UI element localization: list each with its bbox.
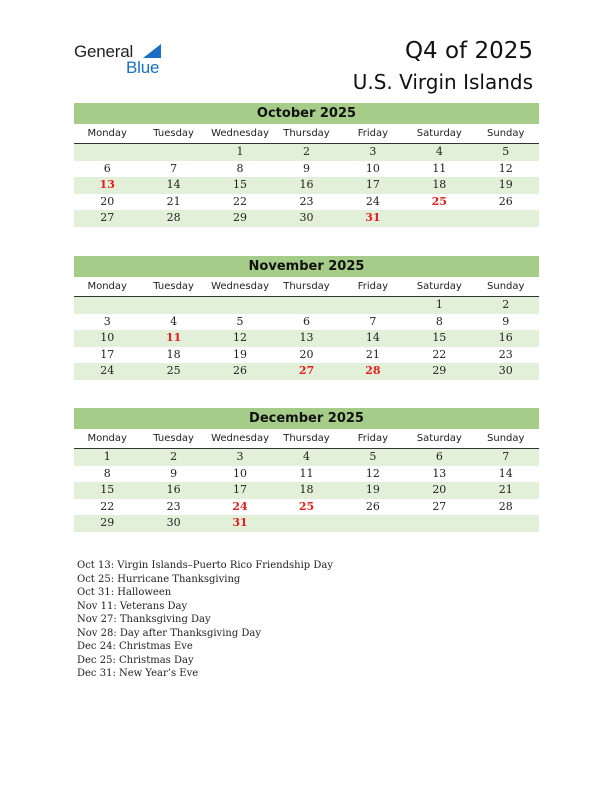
day-cell	[340, 297, 406, 314]
day-cell: 22	[233, 194, 248, 208]
day-cell: 16	[299, 178, 314, 191]
day-cell: 5	[236, 314, 244, 328]
day-cell: 28	[166, 211, 181, 224]
day-cell: 3	[236, 450, 244, 463]
week-row	[74, 330, 539, 347]
holiday-day-cell: 27	[298, 364, 315, 377]
day-cell: 17	[365, 178, 380, 191]
day-cell	[273, 297, 339, 314]
week-row	[74, 363, 539, 380]
holiday-day-cell: 31	[365, 211, 381, 224]
day-cell: 6	[103, 161, 111, 175]
week-row	[74, 482, 539, 499]
week-row	[74, 161, 539, 178]
day-cell: 23	[498, 347, 513, 361]
day-cell: 18	[166, 347, 181, 361]
day-cell: 4	[435, 145, 443, 158]
day-cell: 18	[432, 178, 447, 191]
day-cell	[74, 144, 140, 161]
month-calendar	[74, 408, 539, 532]
brand-logo	[74, 42, 184, 82]
day-cell: 2	[170, 450, 178, 463]
week-row	[74, 466, 539, 483]
week-row	[74, 499, 539, 516]
week-row	[74, 297, 539, 314]
day-cell: 21	[365, 347, 380, 361]
day-cell: 22	[432, 347, 447, 361]
day-cell: 7	[170, 161, 178, 175]
day-cell: 24	[365, 194, 380, 208]
day-cell: 4	[302, 450, 310, 463]
day-cell: 14	[365, 331, 380, 344]
logo-triangle-icon	[143, 44, 161, 58]
weekday-label: Monday	[87, 433, 127, 444]
day-cell: 14	[498, 466, 513, 480]
weekday-label: Thursday	[283, 281, 330, 292]
day-cell: 12	[498, 161, 513, 175]
day-cell: 24	[100, 364, 115, 377]
weekday-label: Monday	[87, 281, 127, 292]
week-row	[74, 144, 539, 161]
month-header: October 2025	[74, 103, 539, 124]
day-cell: 29	[432, 364, 447, 377]
day-cell: 16	[498, 331, 513, 344]
logo-blue-text: Blue	[126, 58, 160, 77]
day-cell	[74, 297, 140, 314]
week-row	[74, 515, 539, 532]
day-cell: 27	[100, 211, 115, 224]
holiday-day-cell: 25	[298, 499, 315, 513]
day-cell: 28	[498, 499, 513, 513]
day-cell: 29	[100, 516, 115, 529]
day-cell: 13	[299, 331, 314, 344]
weekday-header-row	[74, 277, 539, 297]
day-cell: 20	[299, 347, 314, 361]
week-row	[74, 347, 539, 364]
day-cell: 15	[233, 178, 248, 191]
holiday-entry: Dec 31: New Year’s Eve	[77, 668, 199, 679]
day-cell: 1	[435, 298, 443, 311]
day-cell	[406, 210, 472, 227]
weekday-label: Tuesday	[153, 281, 194, 292]
day-cell: 22	[100, 499, 115, 513]
day-cell: 11	[432, 161, 447, 175]
holiday-day-cell: 28	[365, 364, 381, 377]
day-cell: 10	[233, 466, 248, 480]
day-cell: 10	[365, 161, 380, 175]
day-cell: 27	[432, 499, 447, 513]
week-row	[74, 210, 539, 227]
day-cell: 20	[100, 194, 115, 208]
holiday-entry: Nov 27: Thanksgiving Day	[77, 614, 211, 625]
day-cell: 29	[233, 211, 248, 224]
day-cell: 9	[302, 161, 310, 175]
month-calendar	[74, 103, 539, 227]
day-cell: 5	[502, 145, 510, 158]
month-header: December 2025	[74, 408, 539, 429]
day-cell: 10	[100, 331, 115, 344]
day-cell: 2	[502, 298, 510, 311]
weekday-label: Friday	[357, 433, 389, 444]
day-cell	[140, 297, 206, 314]
day-cell: 8	[103, 466, 111, 480]
day-cell: 19	[365, 483, 380, 496]
day-cell: 14	[166, 178, 181, 191]
weekday-label: Monday	[87, 128, 127, 139]
day-cell: 1	[236, 145, 244, 158]
weekday-label: Friday	[357, 128, 389, 139]
day-cell: 30	[166, 516, 181, 529]
day-cell: 8	[236, 161, 244, 175]
day-cell	[473, 515, 539, 532]
day-cell: 16	[166, 483, 181, 496]
holiday-list	[77, 559, 333, 681]
holiday-entry: Dec 25: Christmas Day	[77, 654, 194, 666]
week-row	[74, 314, 539, 331]
day-cell: 23	[166, 499, 181, 513]
holiday-entry: Oct 25: Hurricane Thanksgiving	[77, 573, 241, 585]
day-cell: 6	[302, 314, 310, 328]
day-cell	[140, 144, 206, 161]
holiday-day-cell: 13	[99, 178, 115, 191]
weekday-label: Sunday	[487, 433, 525, 444]
weekday-label: Thursday	[283, 433, 330, 444]
weekday-label: Wednesday	[211, 128, 269, 139]
day-cell: 12	[365, 466, 380, 480]
holiday-day-cell: 25	[431, 194, 447, 208]
weekday-label: Saturday	[416, 281, 462, 292]
day-cell: 4	[170, 314, 178, 328]
month-calendar	[74, 256, 539, 380]
day-cell: 23	[299, 194, 314, 208]
weekday-label: Saturday	[416, 433, 462, 444]
day-cell: 18	[299, 483, 314, 496]
day-cell: 19	[498, 178, 513, 191]
day-cell: 5	[369, 450, 377, 463]
day-cell: 3	[369, 145, 377, 158]
weekday-label: Tuesday	[153, 433, 194, 444]
day-cell: 9	[170, 466, 178, 480]
day-cell: 7	[502, 450, 510, 463]
month-header: November 2025	[74, 256, 539, 277]
day-cell: 13	[432, 466, 447, 480]
day-cell: 30	[299, 211, 314, 224]
day-cell: 26	[365, 499, 380, 513]
page-title: Q4 of 2025	[404, 38, 533, 64]
day-cell: 7	[369, 314, 377, 328]
weekday-label: Wednesday	[211, 433, 269, 444]
week-row	[74, 449, 539, 466]
day-cell: 9	[502, 314, 510, 328]
day-cell: 26	[498, 194, 513, 208]
day-cell: 15	[432, 331, 447, 344]
logo-general-text: General	[74, 42, 134, 61]
page-subtitle: U.S. Virgin Islands	[352, 70, 533, 94]
holiday-entry: Nov 28: Day after Thanksgiving Day	[77, 627, 262, 639]
day-cell: 2	[302, 145, 310, 158]
day-cell	[340, 515, 406, 532]
weekday-label: Sunday	[487, 128, 525, 139]
day-cell	[406, 515, 472, 532]
day-cell: 17	[100, 347, 115, 361]
holiday-entry: Nov 11: Veterans Day	[77, 600, 188, 612]
weekday-label: Sunday	[487, 281, 525, 292]
day-cell: 1	[103, 450, 111, 463]
weekday-header-row	[74, 124, 539, 144]
day-cell: 21	[166, 194, 181, 208]
weekday-header-row	[74, 429, 539, 449]
holiday-day-cell: 31	[232, 516, 248, 529]
day-cell: 3	[103, 314, 111, 328]
holiday-entry: Dec 24: Christmas Eve	[77, 641, 193, 652]
day-cell: 6	[435, 450, 443, 463]
day-cell	[273, 515, 339, 532]
weekday-label: Wednesday	[211, 281, 269, 292]
holiday-day-cell: 11	[165, 331, 182, 344]
day-cell: 20	[432, 483, 447, 496]
day-cell: 15	[100, 483, 115, 496]
week-row	[74, 194, 539, 211]
day-cell: 30	[498, 364, 513, 377]
day-cell	[473, 210, 539, 227]
day-cell: 21	[498, 483, 513, 496]
holiday-day-cell: 24	[232, 499, 248, 513]
weekday-label: Thursday	[283, 128, 330, 139]
day-cell: 17	[233, 483, 248, 496]
day-cell	[207, 297, 273, 314]
weekday-label: Friday	[357, 281, 389, 292]
day-cell: 12	[233, 331, 248, 344]
day-cell: 19	[233, 347, 248, 361]
day-cell: 26	[233, 364, 248, 377]
day-cell: 11	[299, 466, 314, 480]
weekday-label: Saturday	[416, 128, 462, 139]
week-row	[74, 177, 539, 194]
holiday-entry: Oct 31: Halloween	[77, 587, 172, 598]
day-cell: 25	[166, 364, 181, 377]
holiday-entry: Oct 13: Virgin Islands–Puerto Rico Friendship Day	[77, 560, 333, 571]
weekday-label: Tuesday	[153, 128, 194, 139]
day-cell: 8	[435, 314, 443, 328]
